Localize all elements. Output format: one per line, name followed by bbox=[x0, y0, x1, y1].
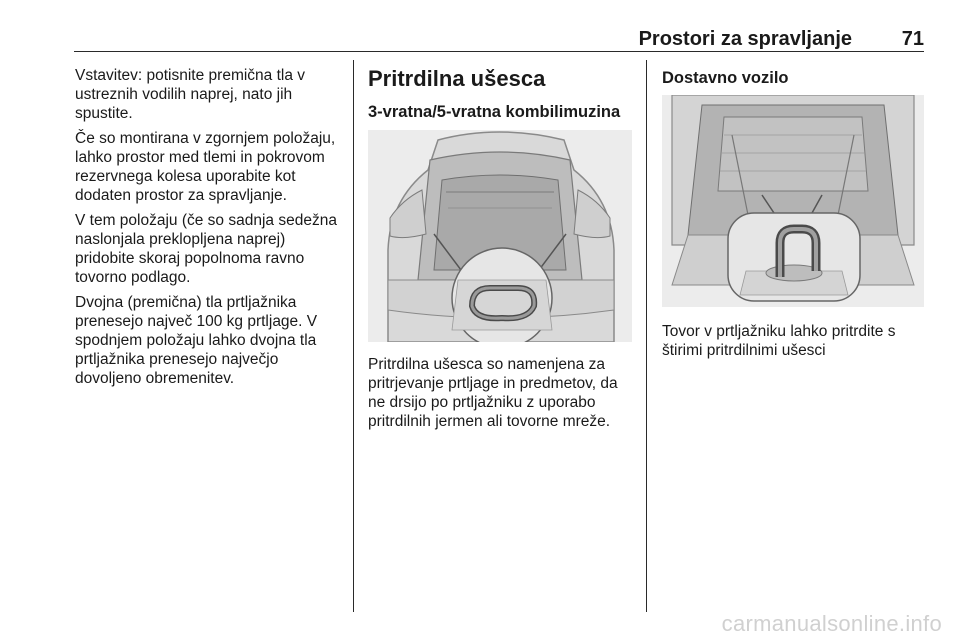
subsection-title: Dostavno vozilo bbox=[662, 69, 789, 87]
watermark: carmanualsonline.info bbox=[721, 611, 942, 636]
column-divider bbox=[646, 60, 647, 612]
paragraph: Vstavitev: potisnite premična tla v ustreznih vodilih naprej, nato jih spustite. bbox=[75, 67, 306, 122]
caption-text: Pritrdilna ušesca so namenjena za pritrjevanje prtljage in predmetov, da ne drsijo po prtljažniku z uporabo pritrdilnih jermen ali tovorne mreže. bbox=[368, 356, 618, 430]
header-rule bbox=[74, 51, 924, 52]
column-3-caption bbox=[662, 322, 927, 366]
van-cargo-illustration bbox=[662, 95, 924, 307]
hatchback-trunk-illustration bbox=[368, 130, 632, 342]
paragraph: Dvojna (premična) tla prtljažnika prenesejo največ 100 kg prtljage. V spodnjem položaju lahko dvojna tla prtljažnika prenesejo največjo dovoljeno obremenitev. bbox=[75, 294, 318, 387]
column-1 bbox=[75, 66, 345, 394]
column-divider bbox=[353, 60, 354, 612]
paragraph: Če so montirana v zgornjem položaju, lahko prostor med tlemi in pokrovom rezervnega kolesa uporabite kot dodaten prostor za spravljanje. bbox=[75, 130, 336, 204]
running-title: Prostori za spravljanje bbox=[638, 28, 852, 50]
column-3 bbox=[662, 66, 927, 88]
section-title: Pritrdilna ušesca bbox=[368, 66, 546, 91]
van-cargo-drawing bbox=[662, 95, 924, 307]
column-2-caption bbox=[368, 355, 636, 437]
page-number: 71 bbox=[901, 28, 924, 50]
subsection-title: 3-vratna/5-vratna kombilimuzina bbox=[368, 103, 621, 121]
hatchback-trunk-drawing bbox=[368, 130, 632, 342]
page-header bbox=[74, 24, 924, 52]
column-2 bbox=[368, 66, 636, 122]
paragraph: V tem položaju (če so sadnja sedežna naslonjala preklopljena naprej) pridobite skoraj popolnoma ravno tovorno podlago. bbox=[75, 212, 337, 286]
caption-text: Tovor v prtljažniku lahko pritrdite s štirimi pritrdilnimi ušesci bbox=[662, 323, 896, 359]
